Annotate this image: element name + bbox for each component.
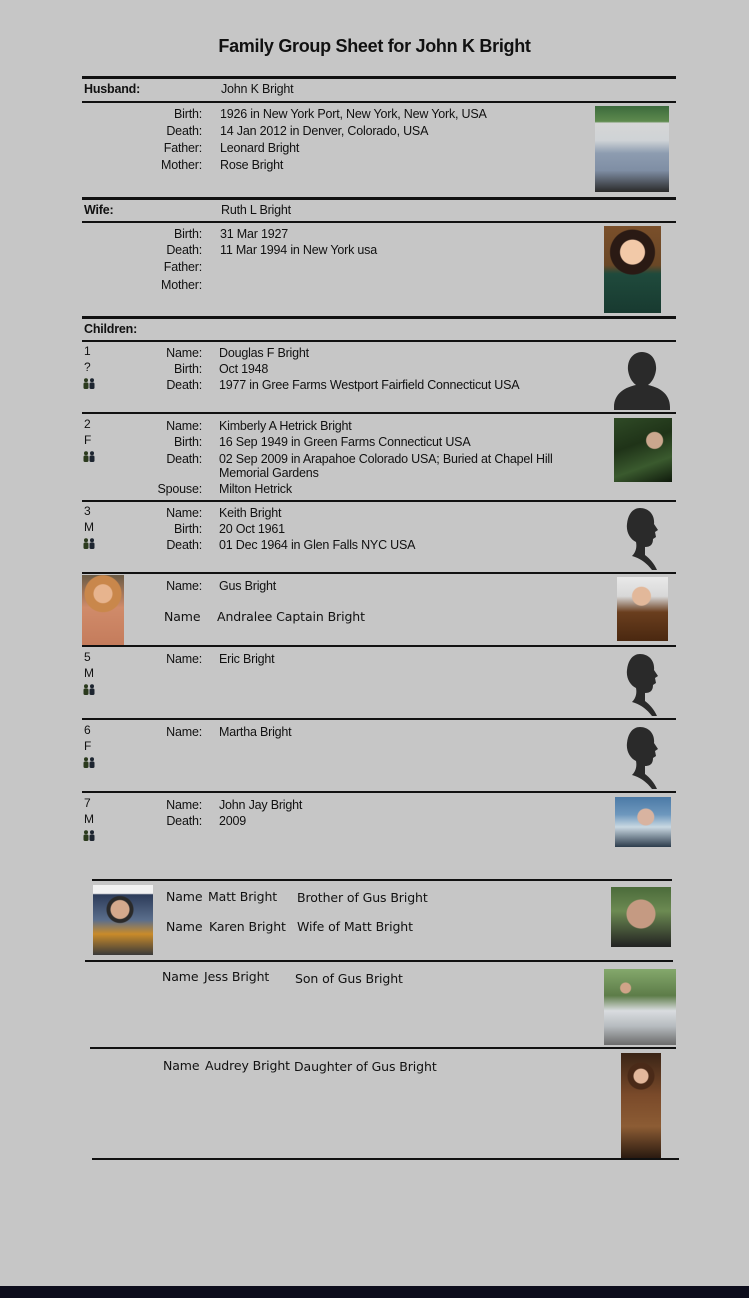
child-name: Keith Bright <box>219 506 282 520</box>
window-bottom-bar <box>0 1286 749 1298</box>
name-label: Name: <box>166 798 202 812</box>
child-sex: ? <box>84 360 91 374</box>
name-label: Name: <box>166 506 202 520</box>
section-rule <box>82 76 676 79</box>
death-label: Death: <box>166 243 202 257</box>
extra-photo[interactable] <box>604 969 676 1045</box>
birth-label: Birth: <box>174 107 202 121</box>
profile-silhouette-icon[interactable] <box>622 652 662 716</box>
child-death: 1977 in Gree Farms Westport Fairfield Connecticut USA <box>219 378 520 392</box>
person-silhouette-icon[interactable] <box>610 348 674 412</box>
wife-birth: 31 Mar 1927 <box>220 227 288 241</box>
extra-name-label: Name <box>166 919 203 934</box>
family-icon[interactable] <box>82 684 96 695</box>
section-rule <box>82 316 676 319</box>
father-label: Father: <box>163 141 202 155</box>
divider <box>82 500 676 502</box>
child-number: 2 <box>84 417 91 431</box>
name-label: Name: <box>166 419 202 433</box>
children-section-label: Children: <box>84 322 138 336</box>
birth-label: Birth: <box>174 362 202 376</box>
extra-photo[interactable] <box>621 1053 661 1158</box>
spouse-name-label: Name <box>164 609 201 624</box>
husband-section-label: Husband: <box>84 82 141 96</box>
husband-name: John K Bright <box>221 82 294 96</box>
child-number: 7 <box>84 796 91 810</box>
child-photo[interactable] <box>615 797 671 847</box>
name-label: Name: <box>166 346 202 360</box>
extra-photo[interactable] <box>93 885 153 955</box>
child-death: 02 Sep 2009 in Arapahoe Colorado USA; Buried at Chapel Hill <box>219 452 553 466</box>
husband-photo[interactable] <box>595 106 669 192</box>
name-label: Name: <box>166 579 202 593</box>
spouse-name: Andralee Captain Bright <box>217 609 365 624</box>
death-label: Death: <box>166 814 202 828</box>
name-label: Name: <box>166 652 202 666</box>
child-name: Douglas F Bright <box>219 346 309 360</box>
extra-name: Jess Bright <box>204 969 270 984</box>
child-number: 3 <box>84 504 91 518</box>
child-death: 01 Dec 1964 in Glen Falls NYC USA <box>219 538 416 552</box>
divider <box>82 221 676 223</box>
mother-label: Mother: <box>161 158 202 172</box>
divider <box>90 1047 676 1049</box>
divider <box>82 718 676 720</box>
death-label: Death: <box>166 452 202 466</box>
extra-relation: Wife of Matt Bright <box>297 919 413 934</box>
child-name: Kimberly A Hetrick Bright <box>219 419 352 433</box>
section-rule <box>82 197 676 200</box>
father-label: Father: <box>163 260 202 274</box>
child-name: Eric Bright <box>219 652 275 666</box>
child-sex: M <box>84 666 94 680</box>
wife-section-label: Wife: <box>84 203 114 217</box>
extra-name: Matt Bright <box>208 889 278 904</box>
extra-relation: Son of Gus Bright <box>295 971 403 986</box>
wife-photo[interactable] <box>604 226 661 313</box>
extra-photo[interactable] <box>611 887 671 947</box>
birth-label: Birth: <box>174 522 202 536</box>
wife-death: 11 Mar 1994 in New York usa <box>220 243 377 257</box>
extra-name: Audrey Bright <box>205 1058 290 1073</box>
child-death-cont: Memorial Gardens <box>219 466 319 480</box>
death-label: Death: <box>166 538 202 552</box>
divider <box>82 101 676 103</box>
extra-name-label: Name <box>163 1058 200 1073</box>
mother-label: Mother: <box>161 278 202 292</box>
name-label: Name: <box>166 725 202 739</box>
spouse-label: Spouse: <box>157 482 202 496</box>
divider <box>82 645 676 647</box>
child-sex: F <box>84 433 92 447</box>
husband-birth: 1926 in New York Port, New York, New York, USA <box>220 107 487 121</box>
divider <box>85 960 673 962</box>
child-name: Martha Bright <box>219 725 292 739</box>
child-photo[interactable] <box>614 418 672 482</box>
child-death: 2009 <box>219 814 247 828</box>
divider <box>82 791 676 793</box>
extra-name-label: Name <box>162 969 199 984</box>
husband-mother: Rose Bright <box>220 158 284 172</box>
birth-label: Birth: <box>174 435 202 449</box>
husband-death: 14 Jan 2012 in Denver, Colorado, USA <box>220 124 429 138</box>
child-sex: F <box>84 739 92 753</box>
profile-silhouette-icon[interactable] <box>622 725 662 789</box>
child-number: 6 <box>84 723 91 737</box>
divider <box>82 412 676 414</box>
death-label: Death: <box>166 378 202 392</box>
extra-relation: Daughter of Gus Bright <box>294 1059 437 1074</box>
birth-label: Birth: <box>174 227 202 241</box>
child-name: John Jay Bright <box>219 798 303 812</box>
page-title: Family Group Sheet for John K Bright <box>218 36 531 56</box>
extra-relation: Brother of Gus Bright <box>297 890 428 905</box>
divider <box>92 1158 679 1160</box>
divider <box>92 879 672 881</box>
child-number: 5 <box>84 650 91 664</box>
family-icon[interactable] <box>82 757 96 768</box>
family-icon[interactable] <box>82 830 96 841</box>
death-label: Death: <box>166 124 202 138</box>
divider <box>82 572 676 574</box>
child-birth: Oct 1948 <box>219 362 269 376</box>
child-sex: M <box>84 812 94 826</box>
child-birth: 20 Oct 1961 <box>219 522 285 536</box>
extra-name: Karen Bright <box>209 919 286 934</box>
extra-name-label: Name <box>166 889 203 904</box>
child-number: 1 <box>84 344 91 358</box>
child-birth: 16 Sep 1949 in Green Farms Connecticut USA <box>219 435 471 449</box>
child-photo[interactable] <box>617 577 668 641</box>
husband-father: Leonard Bright <box>220 141 300 155</box>
child-sex: M <box>84 520 94 534</box>
profile-silhouette-icon[interactable] <box>622 506 662 570</box>
child-spouse: Milton Hetrick <box>219 482 292 496</box>
wife-name: Ruth L Bright <box>221 203 291 217</box>
child-name: Gus Bright <box>219 579 277 593</box>
divider <box>82 340 676 342</box>
